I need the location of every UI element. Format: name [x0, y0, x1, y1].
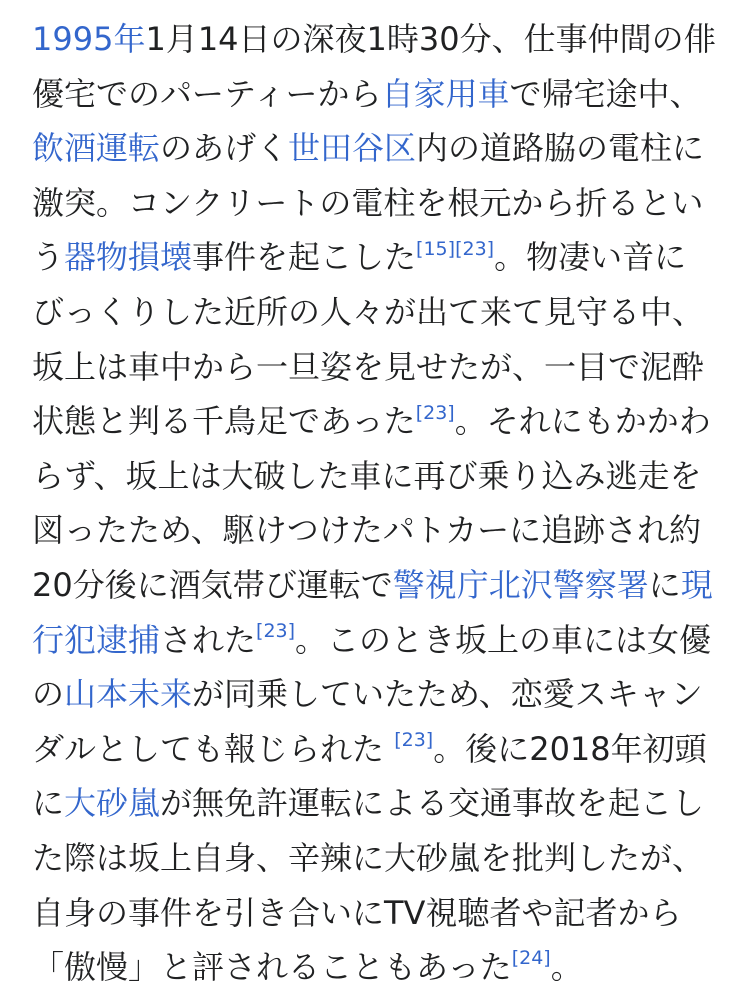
text-line	[32, 503, 732, 558]
text-line	[32, 667, 732, 722]
citation-link[interactable]: [15]	[416, 237, 456, 260]
body-text: らず、坂上は大破した車に再び乗り込み逃走を	[32, 456, 702, 495]
body-text: 自身の事件を引き合いにTV視聴者や記者から	[32, 893, 682, 932]
wiki-link[interactable]: 警視庁北沢警察署	[392, 565, 649, 604]
article-body	[32, 12, 732, 995]
text-line	[32, 613, 732, 668]
citation-link[interactable]: [23]	[394, 729, 434, 752]
text-line	[32, 12, 732, 67]
body-text: が無免許運転による交通事故を起こし	[160, 784, 705, 823]
text-line	[32, 940, 732, 995]
body-text: 。物凄い音に	[494, 238, 687, 277]
body-text: た際は坂上自身、辛辣に大砂嵐を批判したが、	[32, 838, 705, 877]
text-line	[32, 449, 732, 504]
wiki-link[interactable]: 行犯逮捕	[32, 620, 161, 659]
wiki-link[interactable]: 現	[680, 565, 713, 604]
body-text: 状態と判る千鳥足であった	[32, 402, 416, 441]
wiki-link[interactable]: 世田谷区	[288, 129, 417, 168]
text-line	[32, 230, 732, 285]
body-text: 坂上は車中から一旦姿を見せたが、一目で泥酔	[32, 347, 705, 386]
body-text: 。後に2018年初頭	[433, 729, 707, 768]
body-text: のあげく	[160, 129, 289, 168]
citation-ref	[416, 238, 455, 260]
body-text: が同乗していたため、恋愛スキャン	[192, 675, 703, 714]
text-line	[32, 394, 732, 449]
citation-ref	[256, 620, 295, 642]
citation-link[interactable]: [23]	[256, 619, 296, 642]
body-text: 内の道路脇の電柱に	[416, 129, 705, 168]
text-line	[32, 285, 732, 340]
citation-ref	[394, 729, 433, 751]
body-text: 。	[550, 948, 583, 987]
wiki-link[interactable]: 1995年	[32, 20, 146, 58]
citation-ref	[416, 402, 455, 424]
body-text: 図ったため、駆けつけたパトカーに追跡され約	[32, 511, 702, 550]
body-text: 20分後に酒気帯び運転で	[32, 565, 393, 604]
citation-ref	[512, 947, 551, 969]
text-line	[32, 886, 732, 941]
wiki-link[interactable]: 大砂嵐	[64, 784, 161, 823]
text-line	[32, 776, 732, 831]
text-line	[32, 121, 732, 176]
text-line	[32, 831, 732, 886]
citation-link[interactable]: [23]	[415, 401, 455, 424]
body-text: びっくりした近所の人々が出て来て見守る中、	[32, 292, 705, 331]
body-text: に	[648, 565, 681, 604]
body-text: ダルとしても報じられた	[32, 729, 395, 768]
body-text: 激突。コンクリートの電柱を根元から折るとい	[32, 183, 704, 222]
body-text: 「傲慢」と評されることもあった	[32, 948, 512, 987]
text-line	[32, 558, 732, 613]
text-line	[32, 67, 732, 122]
body-text: された	[160, 620, 257, 659]
body-text: 事件を起こした	[192, 238, 417, 277]
text-line	[32, 722, 732, 777]
citation-link[interactable]: [24]	[511, 947, 551, 970]
wiki-link[interactable]: 器物損壊	[64, 238, 193, 277]
text-line	[32, 176, 732, 231]
body-text: に	[32, 784, 65, 823]
citation-ref	[455, 238, 494, 260]
body-text: う	[32, 238, 65, 277]
body-text: 優宅でのパーティーから	[32, 74, 382, 113]
body-text: の	[32, 675, 65, 714]
wiki-link[interactable]: 山本未来	[64, 675, 193, 714]
body-text: 1月14日の深夜1時30分、仕事仲間の俳	[145, 20, 716, 58]
wiki-link[interactable]: 自家用車	[381, 74, 510, 113]
body-text: 。このとき坂上の車には女優	[295, 620, 712, 659]
text-line	[32, 340, 732, 395]
wiki-link[interactable]: 飲酒運転	[32, 129, 161, 168]
body-text: で帰宅途中、	[509, 74, 702, 113]
citation-link[interactable]: [23]	[455, 237, 495, 260]
body-text: 。それにもかかわ	[454, 402, 711, 441]
